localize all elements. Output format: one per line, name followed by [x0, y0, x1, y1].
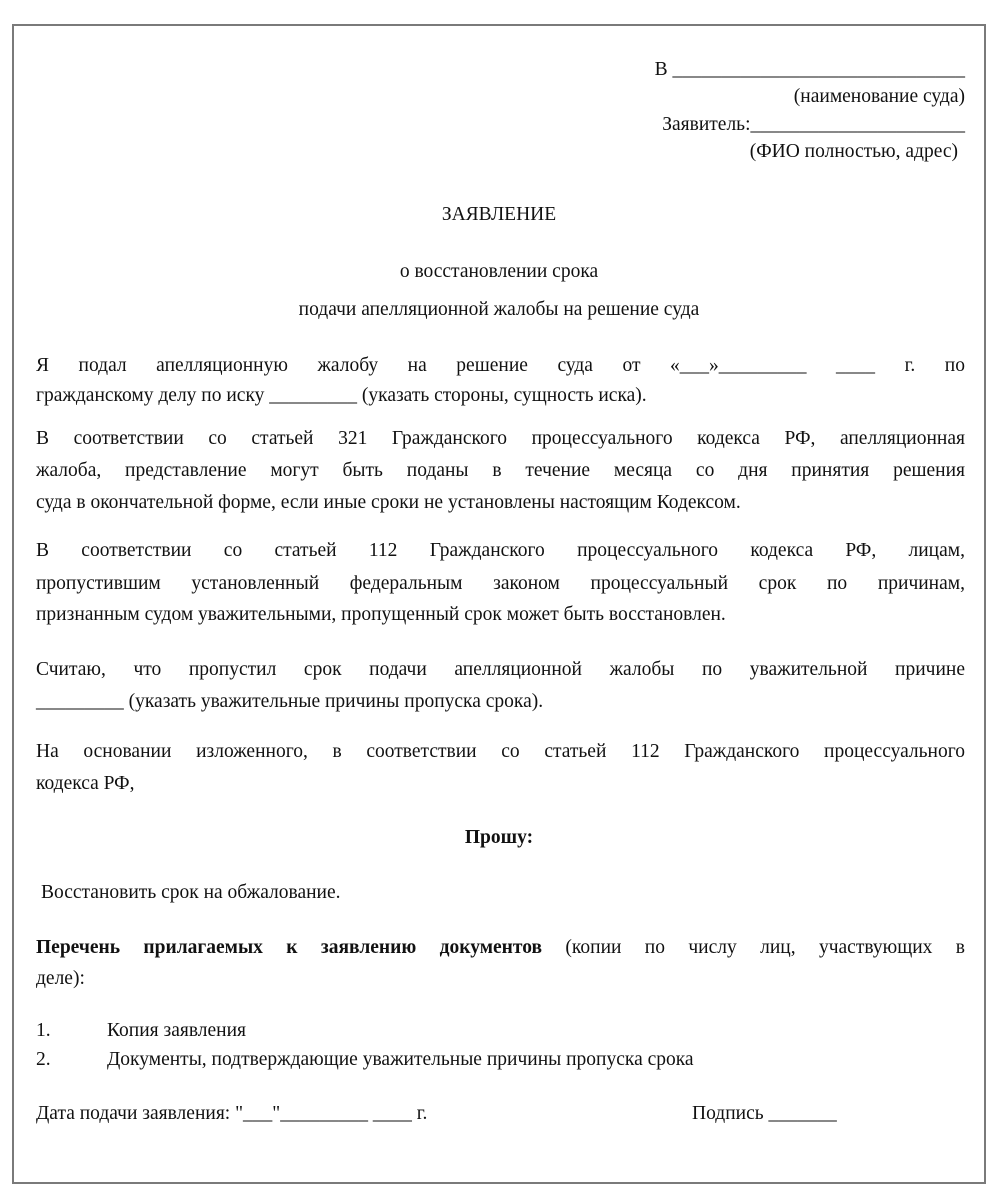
court-line: В ______________________________	[654, 59, 965, 80]
paragraph-4-line: _________ (указать уважительные причины пропуска срока).	[36, 691, 544, 712]
paragraph-1-line: Я подал апелляционную жалобу на решение суда от «___»_________ ____ г. по	[36, 355, 965, 376]
applicant-line: Заявитель:______________________	[662, 114, 965, 135]
paragraph-4-line: Считаю, что пропустил срок подачи апелляционной жалобы по уважительной причине	[36, 659, 965, 680]
paragraph-2-line: жалоба, представление могут быть поданы в течение месяца со дня принятия решения	[36, 460, 965, 481]
attachment-text: Копия заявления	[107, 1020, 247, 1041]
request-heading: Прошу:	[464, 827, 534, 848]
date-field: Дата подачи заявления: "___"_________ ____ г.	[36, 1103, 428, 1124]
applicant-hint: (ФИО полностью, адрес)	[749, 141, 958, 162]
paragraph-5-line: кодекса РФ,	[36, 773, 135, 794]
paragraph-2-line: суда в окончательной форме, если иные сроки не установлены настоящим Кодексом.	[36, 492, 741, 513]
request-text: Восстановить срок на обжалование.	[41, 882, 341, 903]
attachments-heading-bold: Перечень прилагаемых к заявлению документов	[36, 937, 543, 958]
signature-field: Подпись _______	[692, 1103, 837, 1124]
document-title: ЗАЯВЛЕНИЕ	[441, 204, 557, 225]
paragraph-3-line: В соответствии со статьей 112 Гражданского процессуального кодекса РФ, лицам,	[36, 540, 965, 561]
attachment-num: 2.	[36, 1049, 51, 1070]
attachment-text: Документы, подтверждающие уважительные причины пропуска срока	[107, 1049, 694, 1070]
subtitle-line-2: подачи апелляционной жалобы на решение суда	[298, 299, 700, 320]
attachment-num: 1.	[36, 1020, 51, 1041]
attachments-heading-line-2: деле):	[36, 968, 85, 989]
paragraph-3-line: признанным судом уважительными, пропущенный срок может быть восстановлен.	[36, 604, 726, 625]
paragraph-2-line: В соответствии со статьей 321 Гражданского процессуального кодекса РФ, апелляционная	[36, 428, 965, 449]
attachments-heading	[36, 936, 965, 960]
paragraph-5-line: На основании изложенного, в соответствии со статьей 112 Гражданского процессуального	[36, 741, 965, 762]
attachments-heading-rest: (копии по числу лиц, участвующих в	[542, 937, 966, 958]
paragraph-1-line: гражданскому делу по иску _________ (указать стороны, сущность иска).	[36, 385, 647, 406]
subtitle-line-1: о восстановлении срока	[399, 261, 599, 282]
paragraph-3-line: пропустившим установленный федеральным законом процессуальный срок по причинам,	[36, 573, 965, 594]
court-hint: (наименование суда)	[793, 86, 965, 107]
